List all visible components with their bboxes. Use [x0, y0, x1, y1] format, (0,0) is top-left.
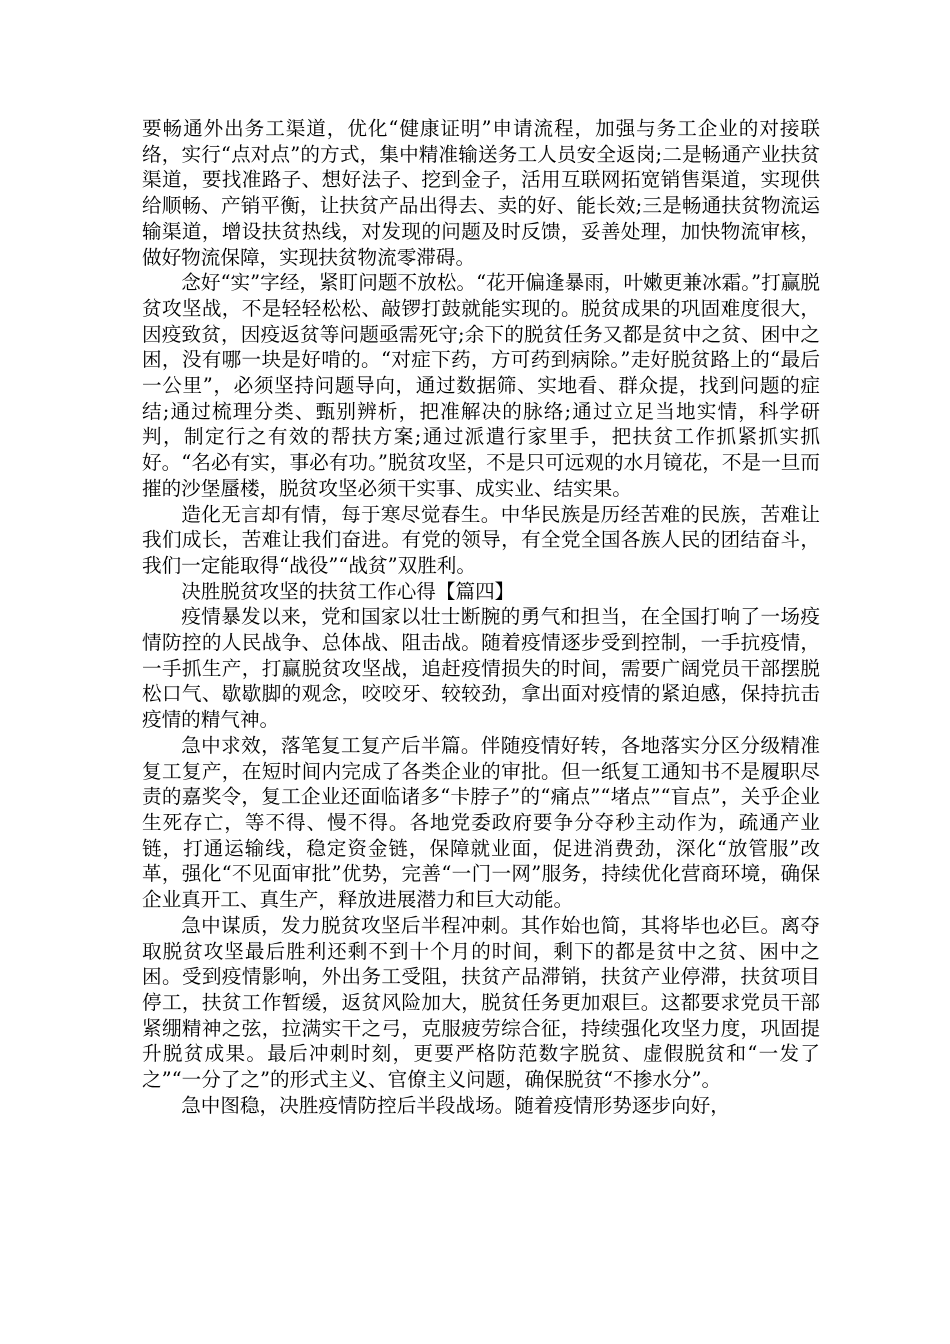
document-body — [142, 116, 820, 1118]
paragraph-conclusion: 造化无言却有情，每于寒尽觉春生。中华民族是历经苦难的民族，苦难让我们成长，苦难让我们奋进。有党的领导，有全党全国各族人民的团结奋斗，我们一定能取得“战役”“战贫”双胜利。 — [142, 502, 820, 577]
paragraph-ji-zhong-tu-wen: 急中图稳，决胜疫情防控后半段战场。随着疫情形势逐步向好， — [181, 1093, 730, 1117]
paragraph-shi-zi-jing: 念好“实”字经，紧盯问题不放松。“花开偏逢暴雨，叶嫩更兼冰霜。”打赢脱贫攻坚战，不是轻轻松松、敲锣打鼓就能实现的。脱贫成果的巩固难度很大，因疫致贫，因疫返贫等问题亟需死守;余下的脱贫任务又都是贫中之贫、困中之困，没有哪一块是好啃的。“对症下药，方可药到病除。”走好脱贫路上的“最后一公里”，必须坚持问题导向，通过数据筛、实地看、群众提，找到问题的症结;通过梳理分类、甄别辨析，把准解决的脉络;通过立足当地实情，科学研判，制定行之有效的帮扶方案;通过派遣行家里手，把扶贫工作抓紧抓实抓好。“名必有实，事必有功。”脱贫攻坚，不是只可远观的水月镜花，不是一旦而摧的沙堡蜃楼，脱贫攻坚必须干实事、成实业、结实果。 — [142, 271, 820, 500]
paragraph-ji-zhong-mou-zhi: 急中谋质，发力脱贫攻坚后半程冲刺。其作始也简，其将毕也必巨。离夺取脱贫攻坚最后胜利还剩不到十个月的时间，剩下的都是贫中之贫、困中之困。受到疫情影响，外出务工受阻，扶贫产品滞销，扶贫产业停滞，扶贫项目停工，扶贫工作暂缓，返贫风险加大，脱贫任务更加艰巨。这都要求党员干部紧绷精神之弦，拉满实干之弓，克服疲劳综合征，持续强化攻坚力度，巩固提升脱贫成果。最后冲刺时刻，更要严格防范数字脱贫、虚假脱贫和“一发了之”“一分了之”的形式主义、官僚主义问题，确保脱贫“不掺水分”。 — [142, 913, 820, 1092]
section-heading: 决胜脱贫攻坚的扶贫工作心得【篇四】 — [181, 579, 515, 603]
paragraph-intro-pian-si: 疫情暴发以来，党和国家以壮士断腕的勇气和担当，在全国打响了一场疫情防控的人民战争、总体战、阻击战。随着疫情逐步受到控制，一手抗疫情，一手抓生产，打赢脱贫攻坚战，追赶疫情损失的时间，需要广阔党员干部摆脱松口气、歇歇脚的观念，咬咬牙、较较劲，拿出面对疫情的紧迫感，保持抗击疫情的精气神。 — [142, 605, 820, 732]
paragraph-ji-zhong-qiu-xiao: 急中求效，落笔复工复产后半篇。伴随疫情好转，各地落实分区分级精准复工复产，在短时间内完成了各类企业的审批。但一纸复工通知书不是履职尽责的嘉奖令，复工企业还面临诸多“卡脖子”的“痛点”“堵点”“盲点”，关乎企业生死存亡，等不得、慢不得。各地党委政府要争分夺秒主动作为，疏通产业链，打通运输线，稳定资金链，保障就业面，促进消费劲，深化“放管服”改革，强化“不见面审批”优势，完善“一门一网”服务，持续优化营商环境，确保企业真开工、真生产，释放进展潜力和巨大动能。 — [142, 733, 820, 912]
paragraph-continuation: 要畅通外出务工渠道，优化“健康证明”申请流程，加强与务工企业的对接联络，实行“点对点”的方式，集中精准输送务工人员安全返岗;二是畅通产业扶贫渠道，要找准路子、想好法子、挖到金子，活用互联网拓宽销售渠道，实现供给顺畅、产销平衡，让扶贫产品出得去、卖的好、能长效;三是畅通扶贫物流运输渠道，增设扶贫热线，对发现的问题及时反馈，妥善处理，加快物流审核，做好物流保障，实现扶贫物流零滞碍。 — [142, 117, 820, 269]
